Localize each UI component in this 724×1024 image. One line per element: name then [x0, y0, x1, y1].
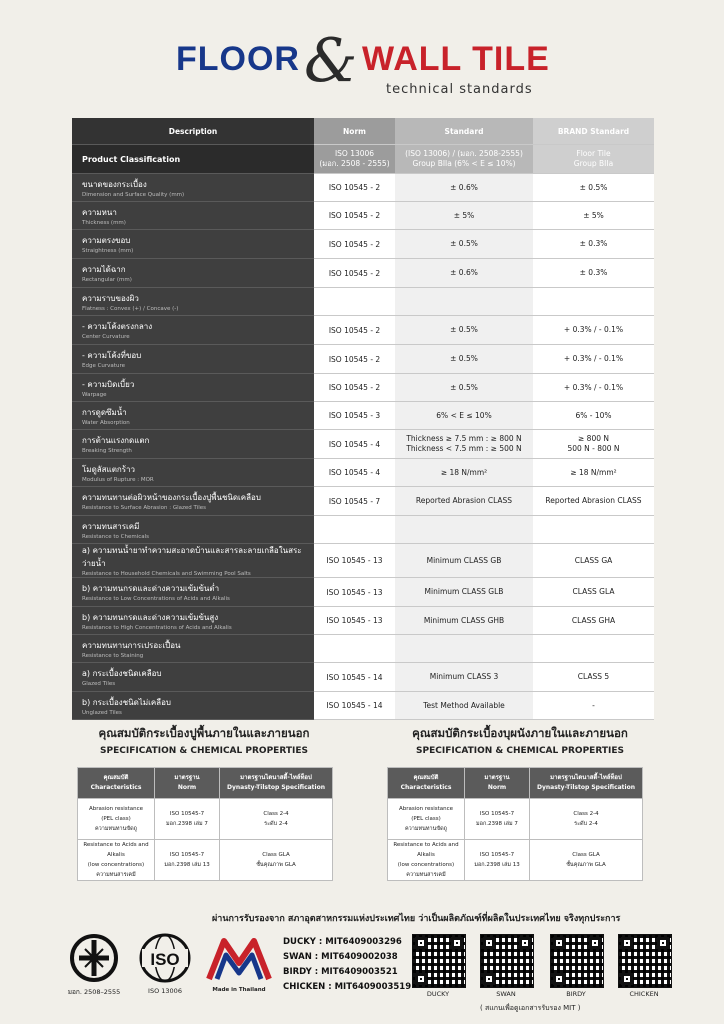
iso-logo-icon: [139, 933, 191, 983]
spec-cell: [388, 840, 465, 881]
qr-label-ducky: DUCKY: [426, 990, 450, 998]
row-description: [72, 459, 314, 487]
spec-text: ระดับ 2-4: [574, 821, 598, 827]
row-label-th: ขนาดของกระเบื้อง: [82, 179, 147, 189]
row-standard-line1: ± 0.5%: [450, 239, 478, 248]
spec-text: ISO 10545-7: [479, 811, 515, 817]
row-description: [72, 288, 314, 316]
row-brand-standard: [533, 402, 654, 430]
row-standard-line1: 6% < E ≤ 10%: [436, 410, 492, 420]
row-standard: [395, 230, 533, 259]
row-label-th: b) กระเบื้องชนิดไม่เคลือบ: [82, 697, 171, 707]
row-norm: ISO 10545 - 13: [314, 544, 395, 578]
row-norm: [314, 288, 395, 316]
row-standard: [395, 692, 533, 720]
mit-code-birdy: BIRDY : MIT6409003521: [283, 967, 398, 977]
classification-norm-line2: (มอก. 2508 - 2555): [319, 159, 390, 168]
spec-text: ชั้นคุณภาพ GLA: [256, 862, 296, 868]
row-label-th: - ความบิดเบี้ยว: [82, 379, 135, 389]
row-description: [72, 202, 314, 230]
spec-text: มอก.2398 เล่ม 7: [476, 821, 518, 827]
spec-h1-en: Characteristics: [400, 784, 452, 791]
row-standard: [395, 578, 533, 607]
spec-text: ความทนทานขัดถู: [94, 826, 137, 832]
spec-text: Class 2-4: [573, 811, 599, 817]
row-standard-line1: Minimum CLASS GB: [426, 555, 502, 565]
row-standard-line1: ± 0.6%: [450, 182, 478, 192]
row-standard: [395, 635, 533, 663]
table-row: [72, 430, 654, 459]
row-description: [72, 402, 314, 430]
spec-cell: [388, 799, 465, 840]
row-standard: [395, 374, 533, 402]
row-label-th: b) ความทนกรดและด่างความเข้มข้นต่ำ: [82, 584, 220, 593]
row-brand-line1: CLASS 5: [577, 672, 610, 681]
row-label-en: Rectangular (mm): [82, 277, 132, 283]
mit-code-swan: SWAN : MIT6409002038: [283, 952, 398, 962]
spec-h2-en: Norm: [177, 784, 197, 791]
row-brand-line1: Reported Abrasion CLASS: [545, 496, 642, 505]
classification-standard-line1: (ISO 13006) / (มอก. 2508-2555): [405, 149, 523, 158]
table-row: [72, 174, 654, 202]
floor-spec-table: [77, 767, 333, 881]
spec-cell: [155, 840, 220, 881]
spec-header-characteristics: [388, 768, 465, 799]
qr-code-icon[interactable]: [618, 934, 672, 988]
spec-header-norm: [155, 768, 220, 799]
row-brand-standard: [533, 288, 654, 316]
spec-text: ISO 10545-7: [169, 852, 205, 858]
spec-header-row: [388, 768, 643, 799]
row-brand-line1: ± 5%: [583, 210, 604, 220]
row-label-en: Unglazed Tiles: [82, 709, 122, 716]
row-norm: ISO 10545 - 4: [314, 430, 395, 459]
header: [0, 0, 724, 112]
row-description: [72, 607, 314, 635]
row-norm: ISO 10545 - 2: [314, 345, 395, 374]
table-row: [72, 607, 654, 635]
spec-h3-en: Dynasty-Tilstop Specification: [537, 784, 635, 791]
row-brand-standard: [533, 174, 654, 202]
row-brand-standard: [533, 607, 654, 635]
tis-logo-icon: [69, 933, 119, 983]
row-norm: ISO 10545 - 14: [314, 692, 395, 720]
floor-spec-title-th: คุณสมบัติกระเบื้องปูพื้นภายในและภายนอก: [98, 726, 310, 740]
row-brand-line1: + 0.3% / - 0.1%: [563, 382, 624, 392]
row-standard-line1: ± 5%: [453, 210, 475, 220]
row-label-en: Thickness (mm): [82, 219, 126, 226]
row-label-th: การดูดซึมน้ำ: [82, 407, 127, 417]
wall-spec-section-title: [388, 725, 652, 756]
classification-norm: [314, 145, 395, 174]
header-standard: Standard: [395, 118, 533, 145]
row-label-en: Resistance to Staining: [82, 652, 144, 659]
spec-cell: [220, 799, 333, 840]
row-label-th: ความทนทานต่อผิวหน้าของกระเบื้องปูพื้นชนิดเคลือบ: [82, 493, 261, 502]
row-standard: [395, 316, 533, 345]
table-row: [72, 345, 654, 374]
row-label-en: Modulus of Rupture : MOR: [82, 476, 154, 483]
tis-mark: [62, 933, 126, 997]
spec-text: ISO 10545-7: [479, 852, 515, 858]
spec-h3-th: มาตรฐานไดนาสตี้-ไทล์ท็อป: [550, 774, 622, 781]
row-label-th: a) กระเบื้องชนิดเคลือบ: [82, 669, 162, 678]
spec-cell: [530, 799, 643, 840]
spec-text: Class GLA: [572, 852, 600, 858]
floor-spec-title-en: SPECIFICATION & CHEMICAL PROPERTIES: [100, 746, 308, 756]
qr-code-icon[interactable]: [550, 934, 604, 988]
row-norm: ISO 10545 - 4: [314, 459, 395, 487]
classification-brand-line1: Floor Tile: [576, 149, 611, 158]
row-brand-standard: [533, 202, 654, 230]
spec-row-acids: [78, 840, 333, 881]
classification-brand: [533, 145, 654, 174]
spec-text: ชั้นคุณภาพ GLA: [566, 862, 606, 868]
row-standard: [395, 459, 533, 487]
qr-code-icon[interactable]: [480, 934, 534, 988]
floor-wall-tile-logo: [176, 26, 556, 100]
spec-cell: [530, 840, 643, 881]
row-brand-line1: ≥ 18 N/mm²: [570, 467, 617, 477]
qr-label-swan: SWAN: [496, 990, 516, 998]
row-standard-line1: ± 0.5%: [450, 354, 478, 363]
spec-text: Class GLA: [262, 852, 290, 858]
product-classification-row: [72, 145, 654, 174]
table-row: [72, 578, 654, 607]
row-description: [72, 663, 314, 692]
row-brand-standard: [533, 544, 654, 578]
header-description: Description: [72, 118, 314, 145]
spec-row-abrasion: [388, 799, 643, 840]
iso-label: ISO 13006: [148, 987, 182, 995]
row-standard-line1: ≥ 18 N/mm²: [440, 467, 488, 477]
table-row: [72, 487, 654, 516]
row-brand-line2: 500 N - 800 N: [567, 444, 620, 453]
classification-brand-line2: Group BIIa: [573, 159, 614, 168]
table-row: [72, 663, 654, 692]
spec-text: มอก.2398 เล่ม 13: [474, 862, 520, 868]
row-brand-standard: [533, 516, 654, 544]
row-brand-line1: + 0.3% / - 0.1%: [563, 354, 624, 363]
row-label-en: Resistance to Low Concentrations of Acids and Alkalis: [82, 596, 230, 602]
row-standard: [395, 202, 533, 230]
spec-text: (low concentrations): [397, 862, 455, 868]
made-in-thailand-icon: [204, 933, 274, 983]
row-brand-standard: [533, 230, 654, 259]
table-row: [72, 544, 654, 578]
row-brand-standard: [533, 374, 654, 402]
row-standard: [395, 663, 533, 692]
row-standard-line1: Test Method Available: [423, 700, 505, 710]
spec-header-dynasty: [220, 768, 333, 799]
iso-mark: [134, 933, 196, 995]
classification-norm-line1: ISO 13006: [334, 149, 375, 158]
table-row: [72, 402, 654, 430]
row-brand-standard: [533, 635, 654, 663]
spec-header-norm: [465, 768, 530, 799]
row-label-th: ความทนทานการเปรอะเปื้อน: [82, 640, 181, 650]
row-description: [72, 544, 314, 578]
row-description: [72, 635, 314, 663]
spec-header-dynasty: [530, 768, 643, 799]
row-standard: [395, 544, 533, 578]
spec-row-acids: [388, 840, 643, 881]
row-description: [72, 692, 314, 720]
wall-spec-title-th: คุณสมบัติกระเบื้องบุผนังภายในและภายนอก: [412, 726, 628, 740]
spec-text: (PEL class): [411, 816, 441, 822]
row-label-en: Resistance to Household Chemicals and Swimming Pool Salts: [82, 571, 251, 577]
spec-text: (low concentrations): [87, 862, 145, 868]
row-standard: [395, 288, 533, 316]
table-row: [72, 288, 654, 316]
spec-cell: [465, 840, 530, 881]
spec-text: ความทนสารเคมี: [96, 872, 136, 878]
row-brand-line1: CLASS GLA: [572, 587, 615, 596]
row-norm: ISO 10545 - 2: [314, 174, 395, 202]
spec-h1-th: คุณสมบัติ: [413, 774, 439, 781]
row-brand-line1: -: [592, 700, 595, 710]
row-description: [72, 374, 314, 402]
row-standard: [395, 430, 533, 459]
row-norm: ISO 10545 - 13: [314, 578, 395, 607]
spec-text: Class 2-4: [263, 811, 289, 817]
row-description: [72, 230, 314, 259]
table-row: [72, 692, 654, 720]
row-standard-line1: Thickness ≥ 7.5 mm : ≥ 800 N: [406, 434, 522, 443]
spec-text: มอก.2398 เล่ม 13: [164, 862, 210, 868]
row-label-th: ความได้ฉาก: [82, 265, 126, 274]
table-row: [72, 516, 654, 544]
row-standard: [395, 402, 533, 430]
spec-text: Abrasion resistance: [398, 806, 454, 812]
technical-standards-table: [72, 118, 654, 720]
certification-note: ผ่านการรับรองจาก สภาอุตสาหกรรมแห่งประเทศไทย ว่าเป็นผลิตภัณฑ์ที่ผลิตในประเทศไทย จริงทุกประการ: [212, 914, 621, 924]
row-norm: ISO 10545 - 2: [314, 202, 395, 230]
spec-cell: [78, 799, 155, 840]
logo-word-wall-tile: WALL TILE: [362, 40, 550, 78]
row-brand-standard: [533, 345, 654, 374]
row-brand-standard: [533, 316, 654, 345]
row-label-th: การต้านแรงกดแตก: [82, 436, 150, 445]
spec-h2-en: Norm: [487, 784, 507, 791]
row-brand-standard: [533, 663, 654, 692]
row-label-en: Dimension and Surface Quality (mm): [82, 191, 185, 198]
row-label-en: Warpage: [82, 391, 107, 398]
classification-standard: [395, 145, 533, 174]
row-brand-standard: [533, 259, 654, 288]
spec-h3-th: มาตรฐานไดนาสตี้-ไทล์ท็อป: [240, 774, 312, 781]
row-standard-line1: Reported Abrasion CLASS: [415, 496, 513, 505]
row-label-th: b) ความทนกรดและด่างความเข้มข้นสูง: [82, 612, 219, 622]
mit-codes-list: [283, 935, 411, 995]
spec-h3-en: Dynasty-Tilstop Specification: [227, 784, 325, 791]
row-norm: ISO 10545 - 14: [314, 663, 395, 692]
row-brand-standard: [533, 487, 654, 516]
row-label-th: - ความโค้งตรงกลาง: [82, 322, 153, 331]
row-label-th: a) ความทนน้ำยาทำความสะอาดบ้านและสารละลายเกลือในสระว่ายน้ำ: [82, 546, 302, 568]
row-standard: [395, 259, 533, 288]
row-standard: [395, 174, 533, 202]
spec-h2-th: มาตรฐาน: [484, 774, 510, 781]
row-label-th: - ความโค้งที่ขอบ: [82, 351, 142, 360]
classification-standard-line2: Group BIIa (6% < E ≤ 10%): [412, 159, 516, 168]
iso-logo-text: ISO: [150, 950, 180, 969]
header-brand-standard: BRAND Standard: [533, 118, 654, 145]
row-brand-line1: CLASS GHA: [571, 615, 616, 625]
spec-text: มอก.2398 เล่ม 7: [166, 821, 208, 827]
table-row: [72, 635, 654, 663]
row-description: [72, 345, 314, 374]
row-label-en: Resistance to Surface Abrasion : Glazed Tiles: [82, 505, 207, 511]
row-standard-line1: Minimum CLASS 3: [429, 672, 499, 681]
table-row: [72, 459, 654, 487]
row-brand-line1: ± 0.3%: [579, 268, 608, 277]
row-label-th: ความตรงขอบ: [82, 236, 131, 245]
row-label-th: ความหนา: [82, 207, 117, 217]
spec-text: ISO 10545-7: [169, 811, 205, 817]
row-label-en: Straightness (mm): [82, 248, 134, 254]
table-row: [72, 230, 654, 259]
row-norm: ISO 10545 - 3: [314, 402, 395, 430]
row-label-th: ความทนสารเคมี: [82, 521, 140, 531]
mit-code-ducky: DUCKY : MIT6409003296: [283, 937, 402, 947]
header-norm: Norm: [314, 118, 395, 145]
row-brand-line1: 6% - 10%: [575, 410, 612, 420]
row-norm: [314, 516, 395, 544]
row-standard: [395, 607, 533, 635]
mit-code-chicken: CHICKEN : MIT6409003519: [283, 982, 412, 992]
spec-cell: [220, 840, 333, 881]
row-norm: ISO 10545 - 2: [314, 259, 395, 288]
row-description: [72, 430, 314, 459]
made-in-thailand-mark: [203, 933, 275, 993]
spec-text: Abrasion resistance: [88, 806, 144, 812]
row-description: [72, 578, 314, 607]
spec-text: Resistance to Acids and Alkalis: [83, 842, 149, 858]
row-norm: ISO 10545 - 2: [314, 230, 395, 259]
row-label-en: Center Curvature: [82, 334, 130, 340]
row-brand-line1: CLASS GA: [574, 555, 613, 565]
row-description: [72, 316, 314, 345]
spec-h1-en: Characteristics: [90, 784, 142, 791]
row-standard: [395, 487, 533, 516]
row-description: [72, 174, 314, 202]
row-norm: ISO 10545 - 2: [314, 316, 395, 345]
row-description: [72, 259, 314, 288]
tis-label: มอก. 2508–2555: [67, 988, 121, 996]
logo-ampersand: &: [304, 26, 358, 96]
table-row: [72, 259, 654, 288]
wall-spec-title-en: SPECIFICATION & CHEMICAL PROPERTIES: [416, 746, 624, 756]
row-label-th: ความราบของผิว: [82, 293, 139, 303]
row-brand-standard: [533, 578, 654, 607]
row-label-en: Resistance to High Concentrations of Acids and Alkalis: [82, 624, 232, 631]
spec-text: ความทนสารเคมี: [406, 872, 446, 878]
spec-text: (PEL class): [101, 816, 131, 822]
row-label-en: Glazed Tiles: [82, 681, 116, 687]
spec-cell: [465, 799, 530, 840]
row-brand-standard: [533, 692, 654, 720]
logo-word-floor: FLOOR: [176, 40, 300, 78]
spec-h2-th: มาตรฐาน: [174, 774, 200, 781]
floor-spec-section-title: [72, 725, 336, 756]
row-standard-line1: ± 0.5%: [450, 325, 478, 334]
spec-header-characteristics: [78, 768, 155, 799]
qr-scan-note: ( สแกนเพื่อดูเอกสารรับรอง MIT ): [480, 1004, 581, 1012]
row-brand-line1: + 0.3% / - 0.1%: [563, 325, 624, 334]
row-standard-line1: Minimum CLASS GHB: [423, 615, 505, 625]
table-header-row: [72, 118, 654, 145]
row-brand-line1: ± 0.3%: [579, 239, 608, 248]
row-label-en: Water Absorption: [82, 419, 130, 426]
spec-text: ความทนทานขัดถู: [404, 826, 447, 832]
row-label-en: Edge Curvature: [82, 363, 125, 369]
row-label-en: Resistance to Chemicals: [82, 533, 150, 540]
row-norm: [314, 635, 395, 663]
table-row: [72, 316, 654, 345]
row-standard-line1: Minimum CLASS GLB: [424, 587, 504, 596]
row-brand-standard: [533, 430, 654, 459]
spec-cell: [155, 799, 220, 840]
qr-label-birdy: BIRDY: [566, 990, 586, 998]
spec-header-row: [78, 768, 333, 799]
qr-label-chicken: CHICKEN: [629, 990, 659, 998]
row-standard-line2: Thickness < 7.5 mm : ≥ 500 N: [406, 444, 522, 453]
row-label-en: Breaking Strength: [82, 448, 132, 454]
row-description: [72, 487, 314, 516]
row-standard: [395, 345, 533, 374]
row-norm: ISO 10545 - 13: [314, 607, 395, 635]
row-norm: ISO 10545 - 7: [314, 487, 395, 516]
row-description: [72, 516, 314, 544]
spec-text: Resistance to Acids and Alkalis: [393, 842, 459, 858]
row-label-en: Flatness : Convex (+) / Concave (-): [82, 305, 179, 312]
wall-spec-table: [387, 767, 643, 881]
row-standard: [395, 516, 533, 544]
spec-text: ระดับ 2-4: [264, 821, 288, 827]
qr-code-icon[interactable]: [412, 934, 466, 988]
logo-subtitle: technical standards: [386, 82, 533, 97]
row-norm: ISO 10545 - 2: [314, 374, 395, 402]
row-brand-standard: [533, 459, 654, 487]
made-in-thailand-label: Made in Thailand: [212, 987, 266, 993]
table-row: [72, 374, 654, 402]
table-row: [72, 202, 654, 230]
row-brand-line1: ≥ 800 N: [578, 434, 609, 443]
spec-row-abrasion: [78, 799, 333, 840]
row-label-th: โมดูลัสแตกร้าว: [82, 464, 136, 474]
spec-h1-th: คุณสมบัติ: [103, 774, 129, 781]
row-standard-line1: ± 0.5%: [450, 382, 478, 392]
row-brand-line1: ± 0.5%: [579, 182, 608, 192]
row-standard-line1: ± 0.6%: [450, 268, 478, 277]
classification-label: Product Classification: [72, 145, 314, 174]
spec-cell: [78, 840, 155, 881]
